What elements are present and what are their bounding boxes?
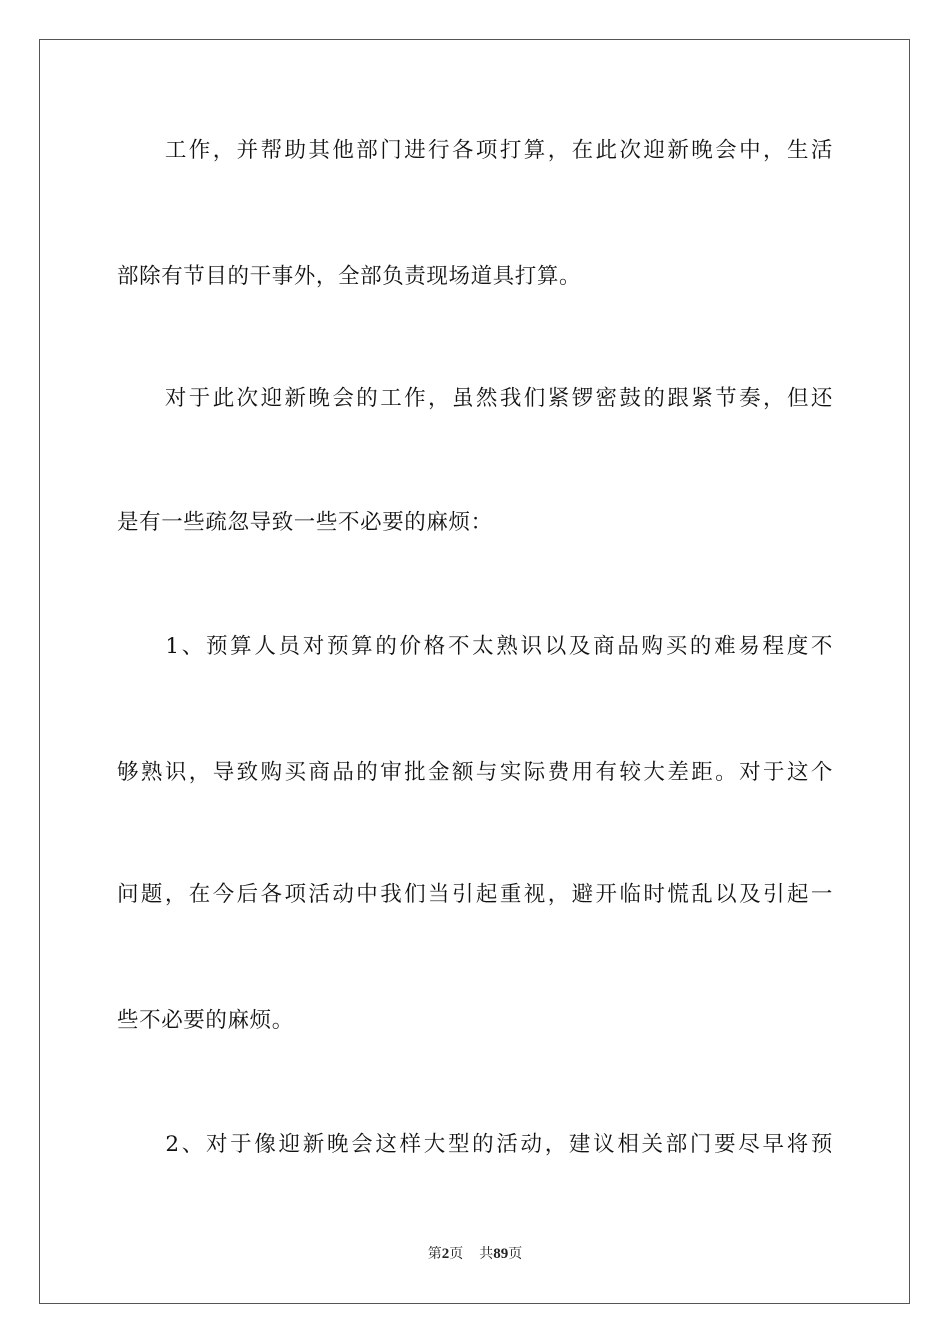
body-text-line-7: 问题，在今后各项活动中我们当引起重视，避开临时慌乱以及引起一 [117, 882, 833, 907]
body-text-line-8: 些不必要的麻烦。 [117, 1008, 294, 1033]
body-text-line-4: 是有一些疏忽导致一些不必要的麻烦： [117, 510, 493, 535]
body-text-line-5: 1、预算人员对预算的价格不太熟识以及商品购买的难易程度不 [117, 634, 833, 659]
page-prefix: 第 [427, 1246, 442, 1262]
body-text-line-2: 部除有节目的干事外，全部负责现场道具打算。 [117, 264, 582, 289]
page-suffix: 页 [449, 1246, 464, 1262]
page-border [39, 39, 910, 1304]
total-pages: 89 [493, 1246, 509, 1262]
body-text-line-1: 工作，并帮助其他部门进行各项打算，在此次迎新晚会中，生活 [117, 138, 833, 163]
page-number: 2 [441, 1246, 450, 1262]
page-footer [0, 1244, 950, 1264]
body-text-line-6: 够熟识，导致购买商品的审批金额与实际费用有较大差距。对于这个 [117, 760, 833, 785]
body-text-line-3: 对于此次迎新晚会的工作，虽然我们紧锣密鼓的跟紧节奏，但还 [117, 386, 833, 411]
body-text-line-9: 2、对于像迎新晚会这样大型的活动，建议相关部门要尽早将预 [117, 1132, 833, 1157]
total-suffix: 页 [508, 1246, 523, 1262]
total-prefix: 共 [479, 1246, 494, 1262]
